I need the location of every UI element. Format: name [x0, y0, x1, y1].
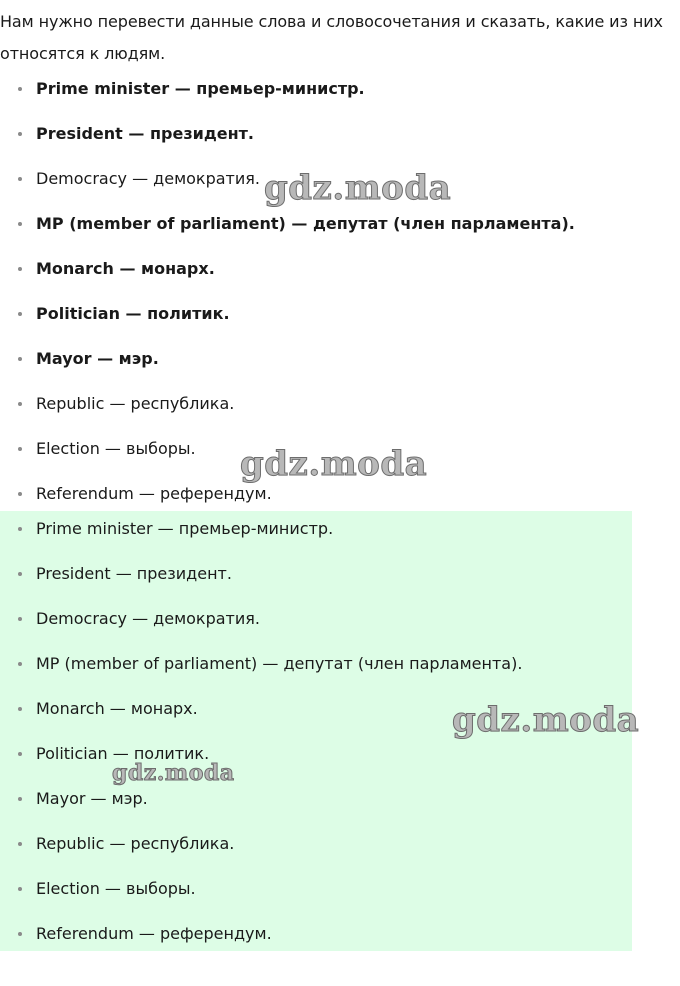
- list-item-text: Democracy — демократия.: [36, 609, 260, 628]
- list-item-text: Politician — политик.: [36, 744, 210, 763]
- list-item-text: Republic — республика.: [36, 394, 235, 413]
- list-item-text: Republic — республика.: [36, 834, 235, 853]
- list-item-text: Referendum — референдум.: [36, 924, 272, 943]
- list-item-text: Election — выборы.: [36, 879, 196, 898]
- bullet-dot-icon: [18, 492, 22, 496]
- bullet-dot-icon: [18, 357, 22, 361]
- list-item-text: MP (member of parliament) — депутат (член парламента).: [36, 654, 523, 673]
- bullet-dot-icon: [18, 267, 22, 271]
- bullet-dot-icon: [18, 447, 22, 451]
- bullet-dot-icon: [18, 932, 22, 936]
- bullet-dot-icon: [18, 617, 22, 621]
- bullet-dot-icon: [18, 177, 22, 181]
- bullet-dot-icon: [18, 527, 22, 531]
- bullet-dot-icon: [18, 222, 22, 226]
- bullet-dot-icon: [18, 887, 22, 891]
- list-item-text: Mayor — мэр.: [36, 789, 148, 808]
- list-item-text: Democracy — демократия.: [36, 169, 260, 188]
- bullet-dot-icon: [18, 402, 22, 406]
- bullet-dot-icon: [18, 312, 22, 316]
- watermark-logo: gdz.moda: [452, 700, 640, 740]
- watermark-logo: gdz.moda: [240, 444, 428, 484]
- bullet-dot-icon: [18, 707, 22, 711]
- bullet-dot-icon: [18, 572, 22, 576]
- list-item-text: MP (member of parliament) — депутат (член парламента).: [36, 214, 575, 233]
- list-item-text: Politician — политик.: [36, 304, 230, 323]
- bullet-dot-icon: [18, 132, 22, 136]
- list-item-text: Referendum — референдум.: [36, 484, 272, 503]
- list-item-text: Prime minister — премьер-министр.: [36, 79, 365, 98]
- list-item-text: President — президент.: [36, 564, 232, 583]
- bullet-dot-icon: [18, 797, 22, 801]
- list-item-text: Election — выборы.: [36, 439, 196, 458]
- bullet-dot-icon: [18, 752, 22, 756]
- intro-paragraph: Нам нужно перевести данные слова и словосочетания и сказать, какие из них относятся к людям.: [0, 12, 663, 63]
- bullet-dot-icon: [18, 842, 22, 846]
- list-item-text: Monarch — монарх.: [36, 259, 215, 278]
- bullet-dot-icon: [18, 87, 22, 91]
- list-item-text: President — президент.: [36, 124, 255, 143]
- bullet-dot-icon: [18, 662, 22, 666]
- list-item-text: Monarch — монарх.: [36, 699, 198, 718]
- watermark-logo: gdz.moda: [264, 168, 452, 208]
- list-item-text: Mayor — мэр.: [36, 349, 159, 368]
- list-item-text: Prime minister — премьер-министр.: [36, 519, 334, 538]
- watermark-logo: gdz.moda: [112, 760, 235, 786]
